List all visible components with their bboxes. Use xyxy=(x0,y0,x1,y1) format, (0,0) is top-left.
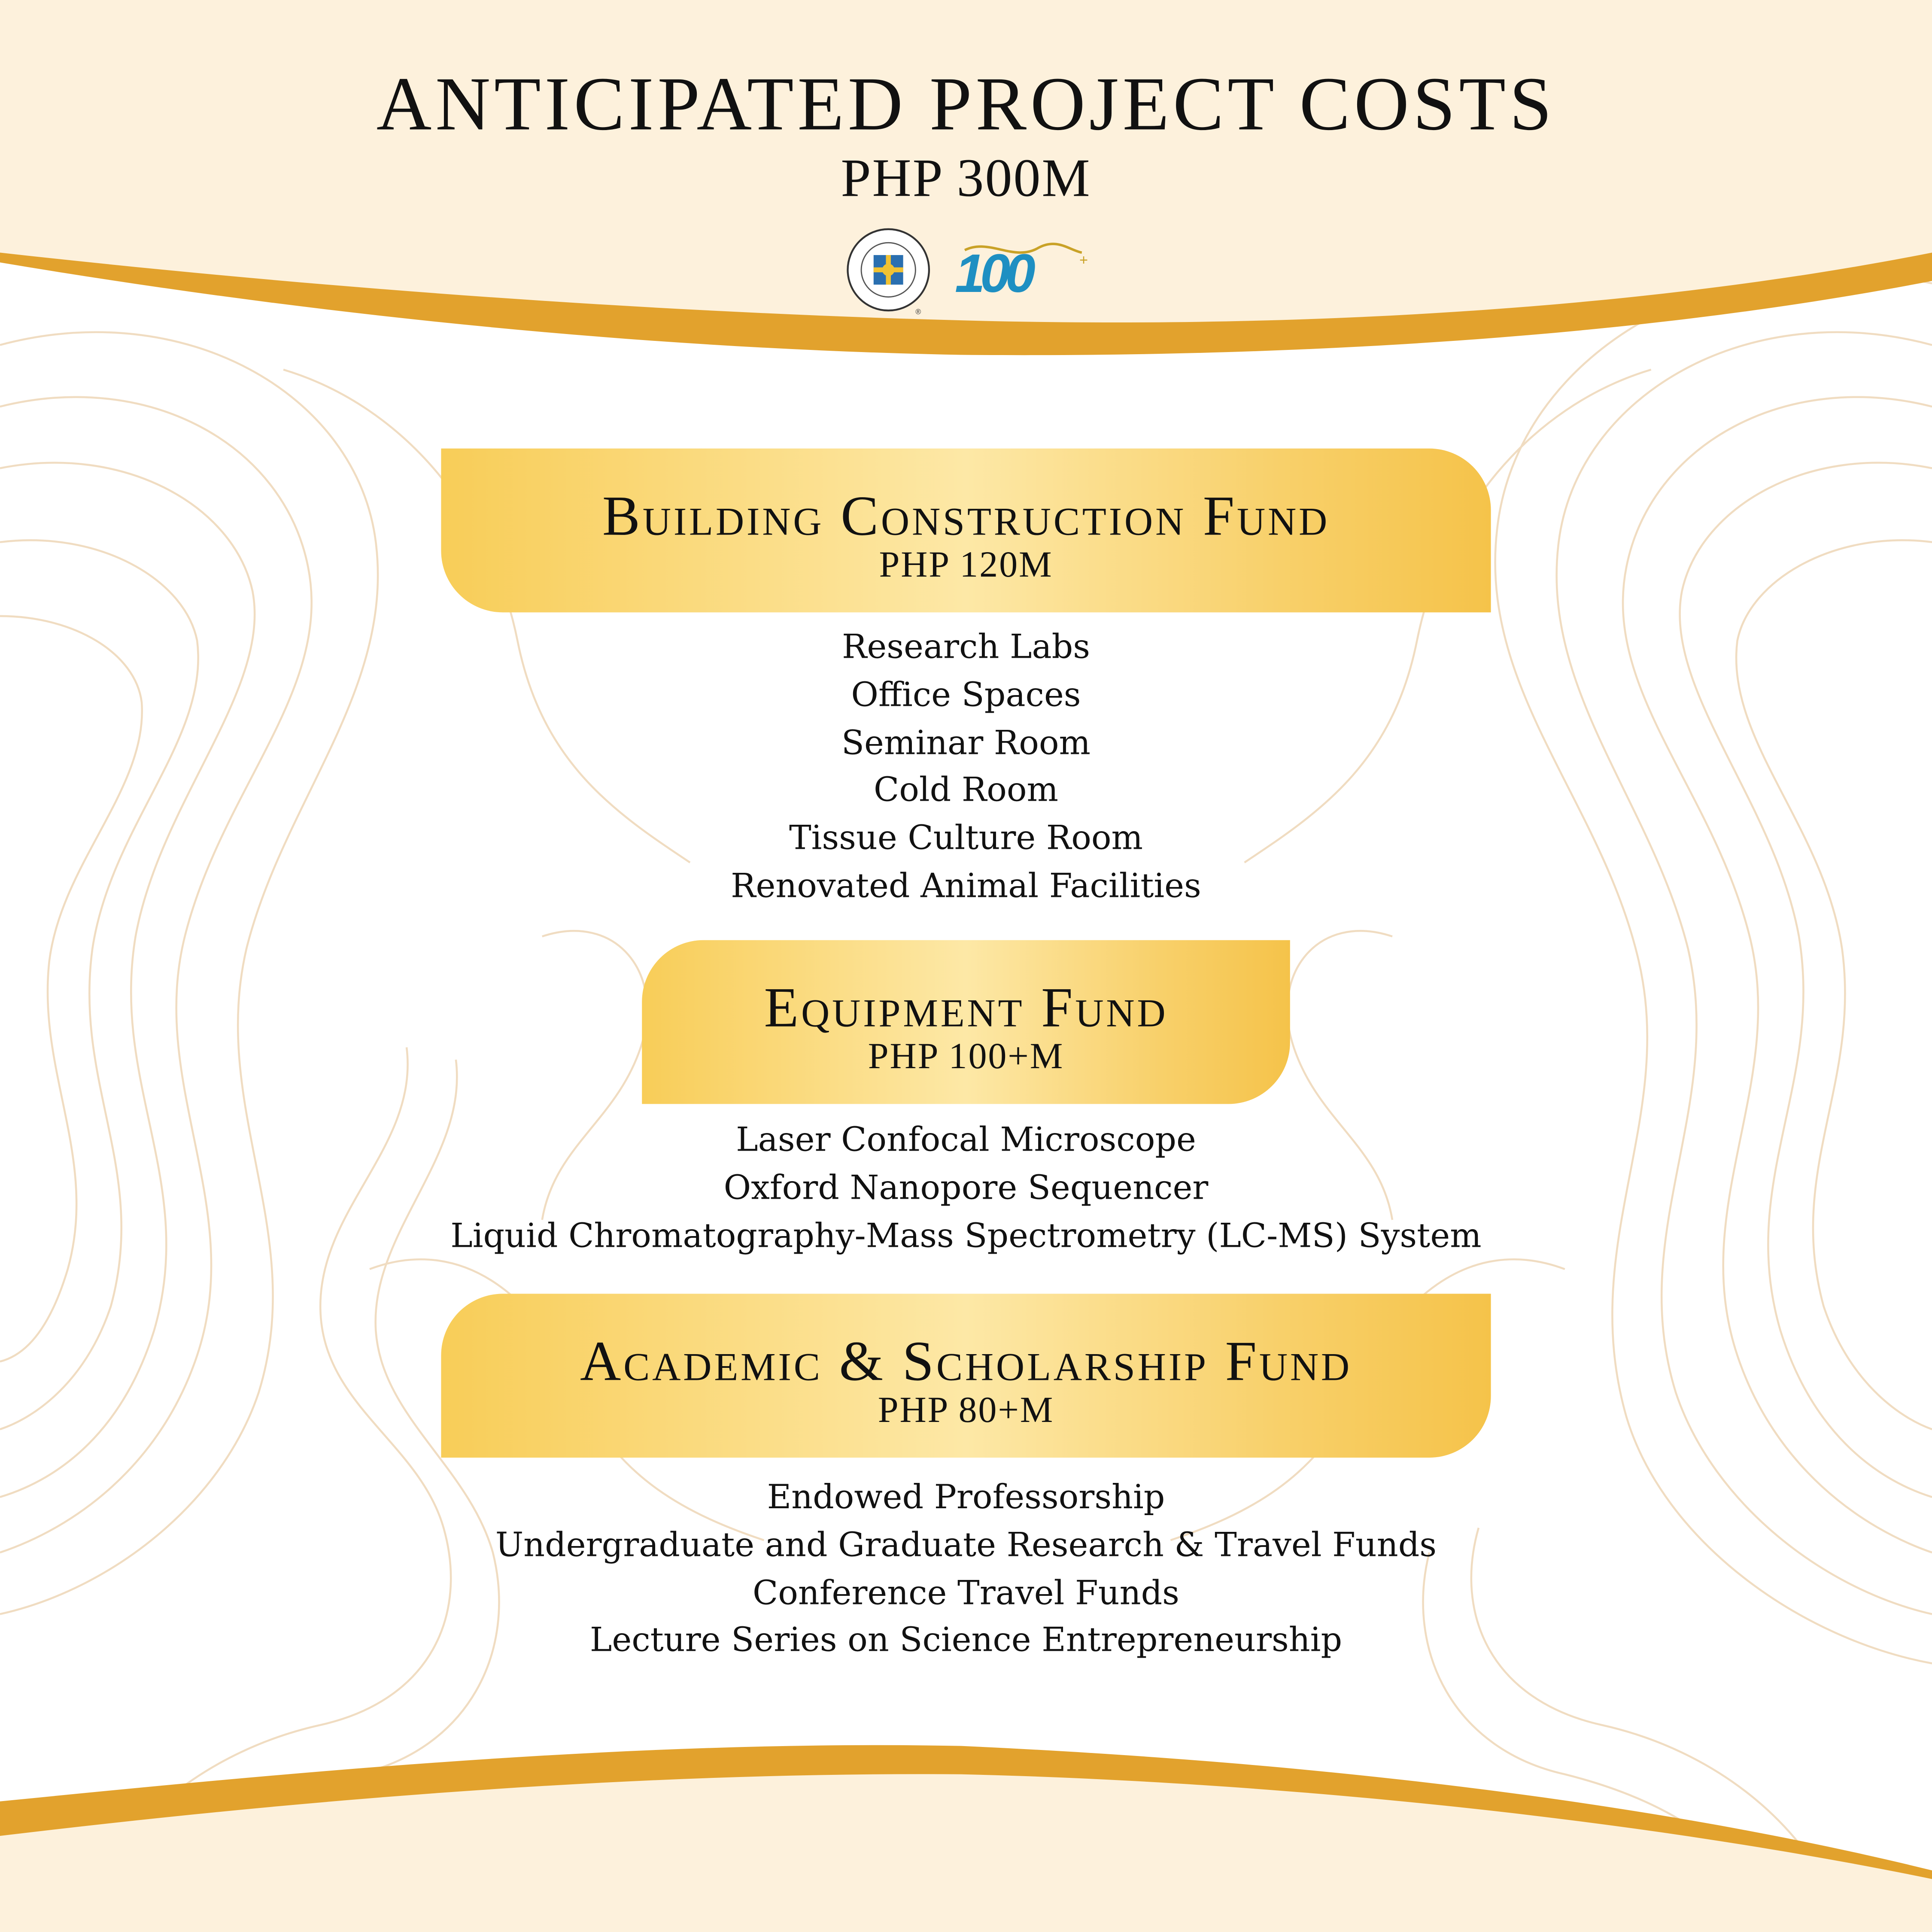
fund-items-building xyxy=(0,625,1932,911)
list-item: Cold Room xyxy=(873,772,1059,810)
fund-banner-academic xyxy=(441,1294,1491,1458)
centennial-100-logo xyxy=(955,243,1088,304)
svg-text:100: 100 xyxy=(955,243,1031,304)
list-item: Endowed Professorship xyxy=(767,1478,1165,1517)
fund-title: Building Construction Fund xyxy=(602,484,1330,547)
fund-amount: PHP 120M xyxy=(879,544,1053,586)
list-item: Office Spaces xyxy=(851,676,1081,714)
fund-title: Academic & Scholarship Fund xyxy=(580,1329,1352,1392)
fund-amount: PHP 100+M xyxy=(868,1036,1064,1077)
list-item: Research Labs xyxy=(841,628,1091,667)
logos-group xyxy=(841,225,1100,324)
list-item: Tissue Culture Room xyxy=(789,820,1143,858)
list-item: Conference Travel Funds xyxy=(752,1574,1179,1613)
list-item: Renovated Animal Facilities xyxy=(731,867,1201,906)
fund-items-equipment xyxy=(0,1118,1932,1261)
fund-banner-equipment xyxy=(642,940,1290,1104)
list-item: Seminar Room xyxy=(841,724,1091,762)
total-cost: PHP 300M xyxy=(841,148,1091,209)
list-item: Lecture Series on Science Entrepreneurship xyxy=(589,1622,1343,1660)
university-seal-icon xyxy=(848,229,929,316)
list-item: Undergraduate and Graduate Research & Travel Funds xyxy=(495,1526,1437,1565)
svg-text:+: + xyxy=(1079,252,1088,269)
fund-items-academic xyxy=(0,1475,1932,1666)
page-title: ANTICIPATED PROJECT COSTS xyxy=(376,63,1556,147)
fund-banner-building xyxy=(441,449,1491,613)
svg-text:®: ® xyxy=(915,307,921,316)
fund-title: Equipment Fund xyxy=(764,975,1168,1039)
list-item: Oxford Nanopore Sequencer xyxy=(723,1169,1209,1207)
list-item: Laser Confocal Microscope xyxy=(736,1121,1196,1160)
fund-amount: PHP 80+M xyxy=(878,1390,1054,1431)
list-item: Liquid Chromatography-Mass Spectrometry (LC-MS) System xyxy=(450,1217,1482,1255)
